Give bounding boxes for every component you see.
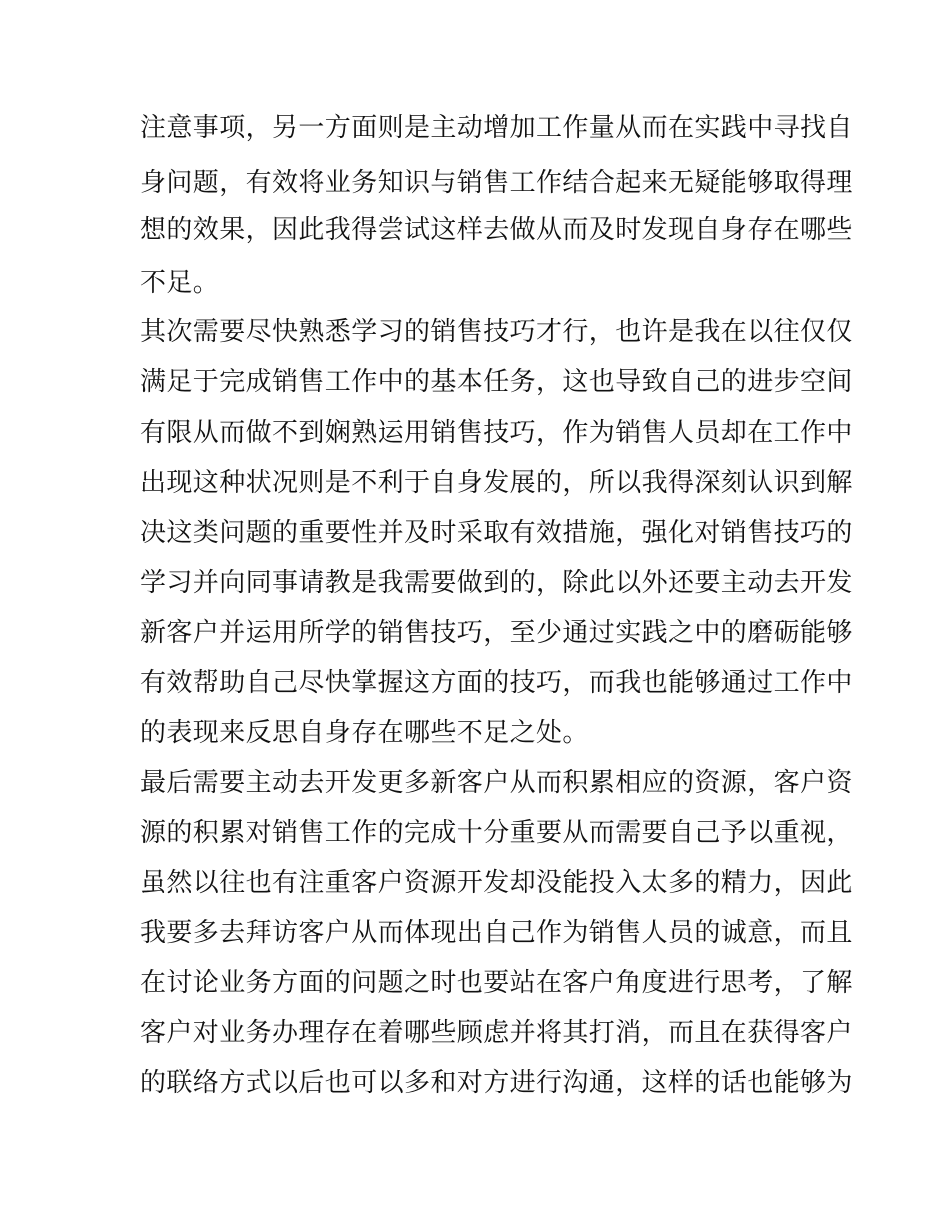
text-line: 客户对业务办理存在着哪些顾虑并将其打消，而且在获得客户: [140, 1018, 853, 1048]
text-line: 我要多去拜访客户从而体现出自己作为销售人员的诚意，而且: [140, 918, 853, 948]
text-line: 想的效果，因此我得尝试这样去做从而及时发现自身存在哪些: [140, 215, 853, 245]
text-line: 有效帮助自己尽快掌握这方面的技巧，而我也能够通过工作中: [140, 668, 853, 698]
text-line: 在讨论业务方面的问题之时也要站在客户角度进行思考，了解: [140, 968, 853, 998]
text-line: 不足。: [140, 268, 220, 298]
text-line: 最后需要主动去开发更多新客户从而积累相应的资源，客户资: [140, 768, 853, 798]
text-line: 注意事项，另一方面则是主动增加工作量从而在实践中寻找自: [140, 113, 853, 143]
text-line: 其次需要尽快熟悉学习的销售技巧才行，也许是我在以往仅仅: [140, 317, 853, 347]
text-line: 出现这种状况则是不利于自身发展的，所以我得深刻认识到解: [140, 468, 853, 498]
text-line: 有限从而做不到娴熟运用销售技巧，作为销售人员却在工作中: [140, 418, 853, 448]
text-line: 决这类问题的重要性并及时采取有效措施，强化对销售技巧的: [140, 518, 853, 548]
text-line: 身问题，有效将业务知识与销售工作结合起来无疑能够取得理: [140, 168, 853, 198]
text-line: 的表现来反思自身存在哪些不足之处。: [140, 718, 589, 748]
text-line: 虽然以往也有注重客户资源开发却没能投入太多的精力，因此: [140, 868, 853, 898]
text-line: 的联络方式以后也可以多和对方进行沟通，这样的话也能够为: [140, 1068, 853, 1098]
text-line: 源的积累对销售工作的完成十分重要从而需要自己予以重视，: [140, 818, 853, 848]
text-line: 学习并向同事请教是我需要做到的，除此以外还要主动去开发: [140, 568, 853, 598]
text-line: 满足于完成销售工作中的基本任务，这也导致自己的进步空间: [140, 367, 853, 397]
text-line: 新客户并运用所学的销售技巧，至少通过实践之中的磨砺能够: [140, 618, 853, 648]
